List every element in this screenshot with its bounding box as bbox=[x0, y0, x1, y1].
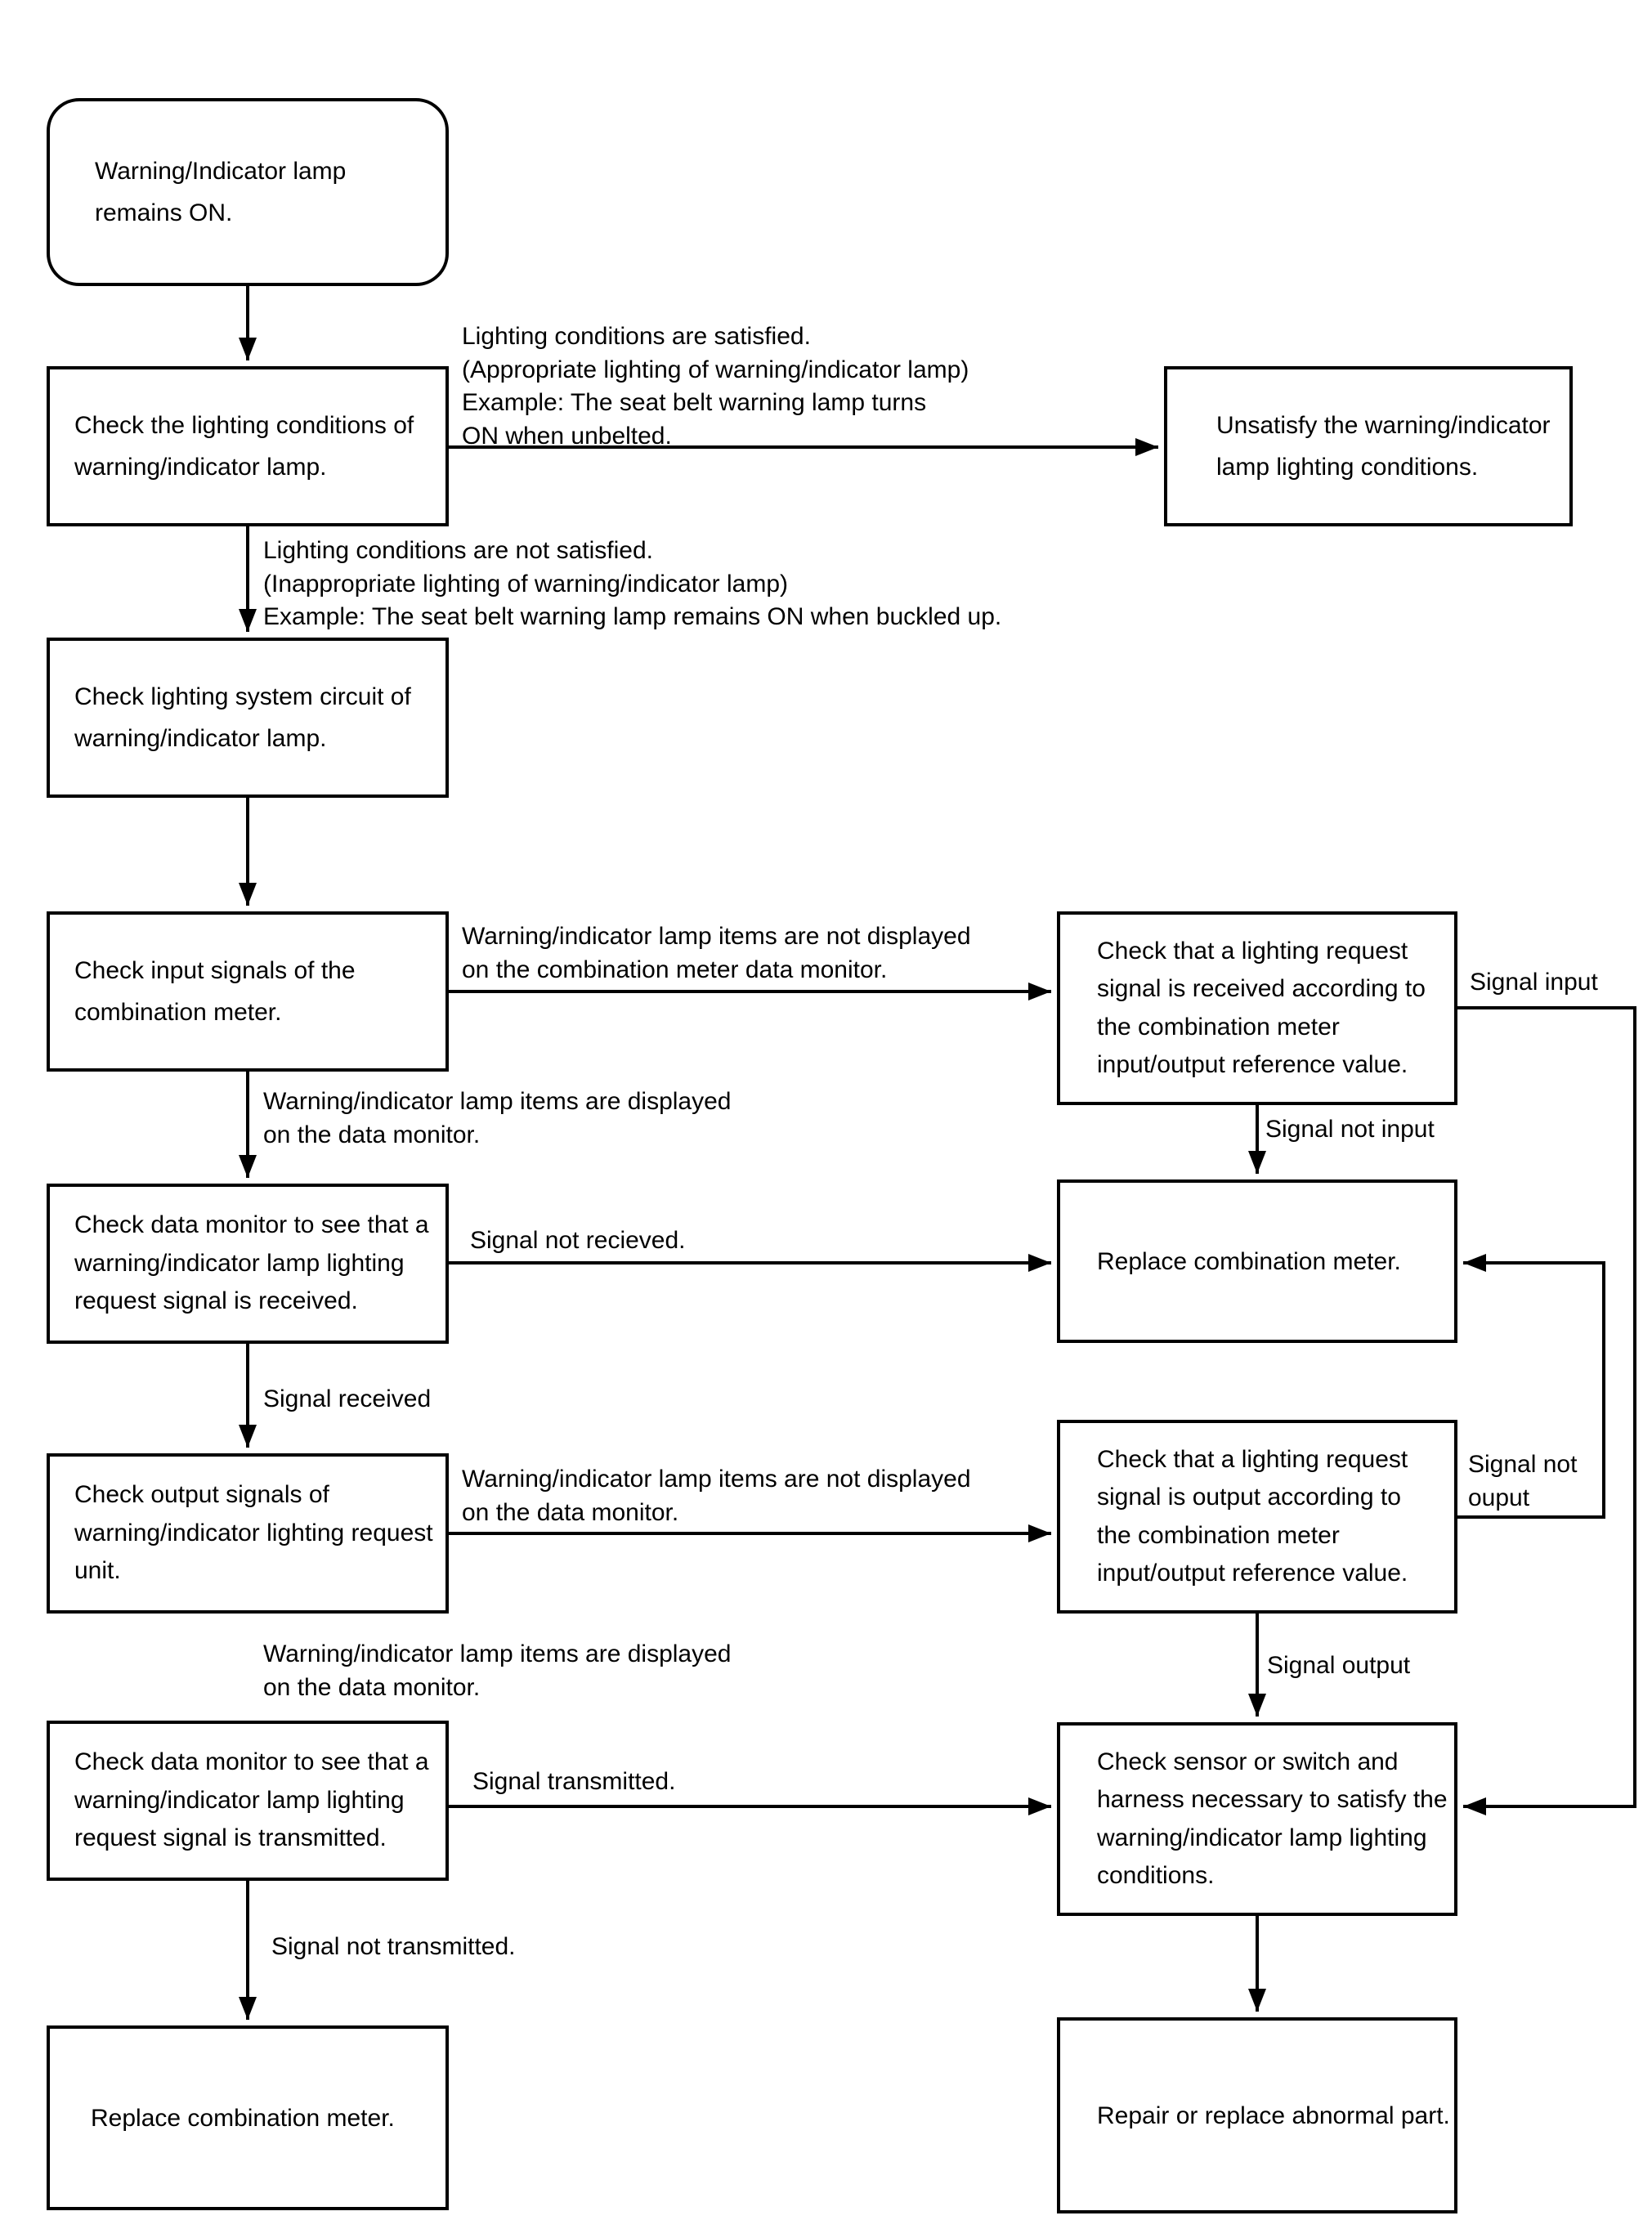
label-line: Signal not bbox=[1468, 1451, 1578, 1478]
node-text-line: warning/indicator lamp. bbox=[74, 725, 327, 752]
node-replace-combination-meter-right bbox=[1057, 1179, 1457, 1343]
node-text-line: warning/indicator lighting request bbox=[74, 1519, 433, 1546]
node-replace-combination-meter-left bbox=[47, 2025, 449, 2210]
label-line: on the combination meter data monitor. bbox=[462, 956, 888, 983]
label-line: ON when unbelted. bbox=[462, 422, 672, 450]
node-check-signal-transmitted bbox=[47, 1721, 449, 1881]
label-line: on the data monitor. bbox=[462, 1498, 679, 1526]
node-check-input-signals bbox=[47, 911, 449, 1072]
label-line: Example: The seat belt warning lamp remains ON when buckled up. bbox=[263, 603, 1002, 630]
node-text-line: Check that a lighting request bbox=[1097, 937, 1408, 965]
node-text-line: harness necessary to satisfy the bbox=[1097, 1786, 1448, 1813]
node-text-line: Replace combination meter. bbox=[91, 2104, 395, 2132]
label-signal-output: Signal output bbox=[1267, 1652, 1411, 1679]
node-text-line: Check data monitor to see that a bbox=[74, 1748, 429, 1776]
label-conditions-satisfied bbox=[462, 320, 969, 453]
node-text-line: signal is output according to bbox=[1097, 1484, 1401, 1511]
node-text-line: warning/indicator lamp lighting bbox=[1097, 1824, 1427, 1851]
node-check-sensor-switch-harness bbox=[1057, 1722, 1457, 1916]
node-text-line: combination meter. bbox=[74, 999, 282, 1026]
label-signal-not-received: Signal not recieved. bbox=[470, 1227, 686, 1254]
label-signal-not-output bbox=[1468, 1448, 1577, 1515]
label-line: Warning/indicator lamp items are not displayed bbox=[462, 923, 971, 950]
label-line: Example: The seat belt warning lamp turns bbox=[462, 389, 927, 416]
label-line: ouput bbox=[1468, 1484, 1530, 1511]
node-check-lighting-request-output bbox=[1057, 1420, 1457, 1614]
label-line: Lighting conditions are not satisfied. bbox=[263, 537, 653, 564]
label-signal-not-transmitted: Signal not transmitted. bbox=[271, 1933, 516, 1960]
node-text-line: request signal is transmitted. bbox=[74, 1824, 387, 1852]
label-signal-input: Signal input bbox=[1470, 969, 1598, 996]
node-repair-replace-abnormal-part bbox=[1057, 2017, 1457, 2213]
node-text-line: warning/indicator lamp. bbox=[74, 454, 327, 481]
node-text-line: Warning/Indicator lamp bbox=[95, 158, 347, 185]
label-line: (Inappropriate lighting of warning/indicator lamp) bbox=[263, 570, 789, 598]
node-text-line: Replace combination meter. bbox=[1097, 1247, 1401, 1275]
node-text-line: lamp lighting conditions. bbox=[1216, 454, 1479, 481]
node-text-line: Check that a lighting request bbox=[1097, 1445, 1408, 1473]
label-items-displayed-1 bbox=[263, 1085, 731, 1152]
node-text-line: the combination meter bbox=[1097, 1013, 1340, 1041]
node-text-line: Check the lighting conditions of bbox=[74, 412, 414, 439]
label-line: on the data monitor. bbox=[263, 1673, 481, 1701]
label-items-not-displayed-combination-meter bbox=[462, 920, 971, 987]
label-items-not-displayed-data-monitor bbox=[462, 1463, 971, 1529]
label-line: Warning/indicator lamp items are displayed bbox=[263, 1640, 732, 1667]
label-line: Warning/indicator lamp items are displayed bbox=[263, 1088, 732, 1115]
node-text-line: signal is received according to bbox=[1097, 975, 1426, 1002]
node-check-lighting-request-received bbox=[1057, 911, 1457, 1105]
node-text-line: warning/indicator lamp lighting bbox=[74, 1249, 405, 1277]
label-signal-not-input: Signal not input bbox=[1265, 1116, 1435, 1143]
node-text-line: unit. bbox=[74, 1557, 121, 1585]
node-check-output-signals bbox=[47, 1453, 449, 1614]
node-text-line: warning/indicator lamp lighting bbox=[74, 1786, 405, 1814]
node-text-line: input/output reference value. bbox=[1097, 1051, 1408, 1078]
node-text-line: Check sensor or switch and bbox=[1097, 1748, 1399, 1775]
node-text-line: request signal is received. bbox=[74, 1287, 358, 1315]
label-line: Lighting conditions are satisfied. bbox=[462, 323, 811, 350]
node-check-lighting-conditions bbox=[47, 366, 449, 526]
node-text-line: Check output signals of bbox=[74, 1481, 329, 1509]
label-line: on the data monitor. bbox=[263, 1121, 481, 1148]
node-text-line: remains ON. bbox=[95, 199, 233, 226]
label-line: Warning/indicator lamp items are not displayed bbox=[462, 1466, 971, 1493]
node-unsatisfy-lighting-conditions bbox=[1164, 366, 1573, 526]
node-warning-lamp-remains-on bbox=[47, 98, 449, 286]
node-text-line: the combination meter bbox=[1097, 1521, 1340, 1549]
node-text-line: conditions. bbox=[1097, 1862, 1215, 1889]
node-text-line: Repair or replace abnormal part. bbox=[1097, 2101, 1450, 2129]
node-text-line: Check input signals of the bbox=[74, 957, 356, 984]
node-text-line: Check data monitor to see that a bbox=[74, 1211, 429, 1239]
label-line: (Appropriate lighting of warning/indicator lamp) bbox=[462, 356, 969, 383]
label-signal-transmitted: Signal transmitted. bbox=[472, 1768, 676, 1795]
label-items-displayed-2 bbox=[263, 1638, 731, 1704]
node-text-line: Check lighting system circuit of bbox=[74, 683, 411, 710]
label-conditions-not-satisfied bbox=[263, 535, 1001, 634]
node-check-signal-received bbox=[47, 1184, 449, 1344]
node-check-lighting-circuit bbox=[47, 638, 449, 798]
label-signal-received: Signal received bbox=[263, 1385, 432, 1412]
node-text-line: input/output reference value. bbox=[1097, 1560, 1408, 1587]
node-text-line: Unsatisfy the warning/indicator bbox=[1216, 412, 1551, 439]
arrow-signal-input-loop bbox=[1457, 1008, 1635, 1806]
